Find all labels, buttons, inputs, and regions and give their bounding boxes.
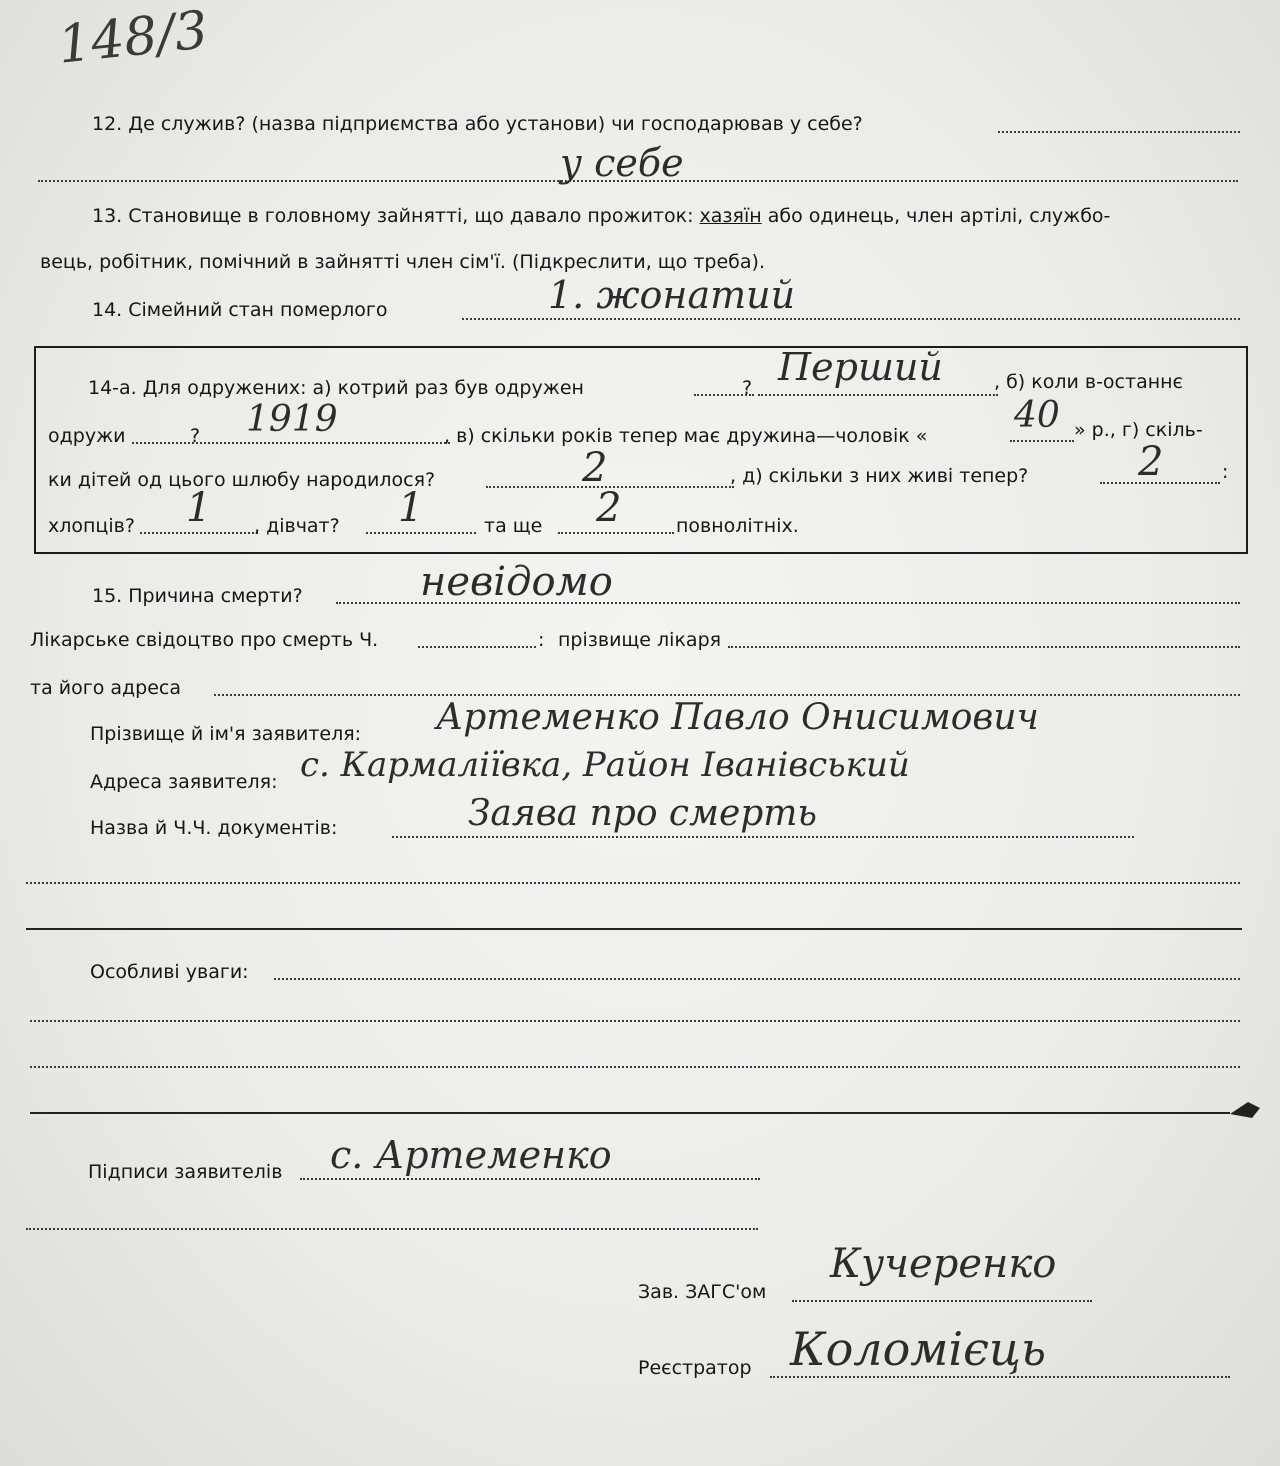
q14a-answer-b: 1919 xyxy=(246,399,338,440)
medical-colon: : xyxy=(538,629,545,651)
documents-value: Заява про смерть xyxy=(468,793,818,834)
q14a-line1-end: , б) коли в-останнє xyxy=(994,371,1183,393)
section-rule-2 xyxy=(30,1112,1230,1114)
applicant-name-label: Прізвище й ім'я заявителя: xyxy=(90,723,362,745)
q14a-answer-g: 2 xyxy=(582,445,608,491)
q14a-line-b xyxy=(132,442,450,444)
q14a-line-v xyxy=(1010,440,1074,442)
q15-answer: невідомо xyxy=(420,559,613,605)
registrar-signature: Коломієць xyxy=(790,1322,1047,1376)
documents-line-2 xyxy=(26,882,1240,884)
medical-number-line xyxy=(418,646,536,648)
q14-label: 14. Сімейний стан померлого xyxy=(92,299,388,321)
registrar-label: Реєстратор xyxy=(638,1357,752,1379)
doctor-line xyxy=(728,646,1240,648)
applicant-signature-line xyxy=(300,1178,760,1180)
q14a-line3-colon: : xyxy=(1222,461,1229,483)
q14a-line2-mid: , в) скільки років тепер має дружина—чоловік « xyxy=(444,425,928,447)
q14a-q-mark: ? xyxy=(742,377,753,399)
q12-label: 12. Де служив? (назва підприємства або установи) чи господарював у себе? xyxy=(92,113,863,135)
q15-label: 15. Причина смерти? xyxy=(92,585,303,607)
q14a-line-a2 xyxy=(758,394,998,396)
notes-line-2 xyxy=(30,1020,1240,1022)
doctor-label: прізвище лікаря xyxy=(558,629,722,651)
zags-signature: Кучеренко xyxy=(830,1241,1057,1287)
q14-line xyxy=(462,318,1240,320)
applicant-address-value: с. Кармаліївка, Район Іванівський xyxy=(300,745,910,785)
registrar-signature-line xyxy=(770,1376,1230,1378)
notes-line-3 xyxy=(30,1066,1240,1068)
q13-underlined-option: хазяїн xyxy=(699,205,762,227)
zags-label: Зав. ЗАГС'ом xyxy=(638,1281,767,1303)
q14a-answer-adults: 2 xyxy=(596,485,622,531)
documents-line xyxy=(392,836,1134,838)
q14a-line3-mid: , д) скільки з них живі тепер? xyxy=(730,465,1029,487)
q13-prefix: 13. Становище в головному зайнятті, що давало прожиток: xyxy=(92,205,694,227)
q14a-answer-boys: 1 xyxy=(186,485,212,531)
q14a-boys-label: хлопців? xyxy=(48,515,135,537)
applicant-signature: с. Артеменко xyxy=(330,1133,612,1177)
q12-line-1 xyxy=(998,131,1240,133)
q14a-answer-a: Перший xyxy=(778,345,943,389)
applicant-signature-label: Підписи заявителів xyxy=(88,1161,283,1183)
zags-signature-line xyxy=(792,1300,1092,1302)
q14a-answer-girls: 1 xyxy=(398,485,424,531)
q14a-line-adults xyxy=(558,532,674,534)
q14a-line2-end: » р., г) скіль- xyxy=(1074,419,1203,441)
doctor-address-line xyxy=(214,694,1240,696)
notes-line-1 xyxy=(274,978,1240,980)
applicant-address-label: Адреса заявителя: xyxy=(90,771,278,793)
q14a-end: повнолітніх. xyxy=(676,515,799,537)
applicant-name-value: Артеменко Павло Онисимович xyxy=(436,697,1039,738)
q13-line-1 xyxy=(92,204,1110,228)
q13-suffix: або одинець, член артілі, службо- xyxy=(767,205,1111,227)
q14a-answer-v: 40 xyxy=(1014,395,1060,436)
applicant-signature-line-2 xyxy=(26,1228,758,1230)
q14a-line3-label: ки дітей од цього шлюбу народилося? xyxy=(48,469,436,491)
q14a-answer-d: 2 xyxy=(1138,439,1164,485)
archive-number: 148/3 xyxy=(55,0,211,76)
q12-answer: у себе xyxy=(560,141,684,185)
documents-label: Назва й Ч.Ч. документів: xyxy=(90,817,338,839)
q14a-girls-label: , дівчат? xyxy=(254,515,340,537)
q14a-more-label: та ще xyxy=(484,515,543,537)
notes-label: Особливі уваги: xyxy=(90,961,249,983)
q14a-line-boys xyxy=(140,532,258,534)
section-rule-1 xyxy=(26,928,1242,930)
q14-answer: 1. жонатий xyxy=(548,273,796,317)
q14a-line2-start: одружи xyxy=(48,425,126,447)
pen-arrow-mark-icon xyxy=(1228,1094,1268,1134)
q14a-line-girls xyxy=(366,532,476,534)
q14a-label: 14-а. Для одружених: а) котрий раз був одружен xyxy=(88,377,584,399)
medical-label: Лікарське свідоцтво про смерть Ч. xyxy=(30,629,379,651)
q14a-line2-q: ? xyxy=(190,425,201,447)
doctor-address-label: та його адреса xyxy=(30,677,181,699)
q13-line-2: вець, робітник, помічний в зайнятті член сім'ї. (Підкреслити, що треба). xyxy=(40,251,765,273)
